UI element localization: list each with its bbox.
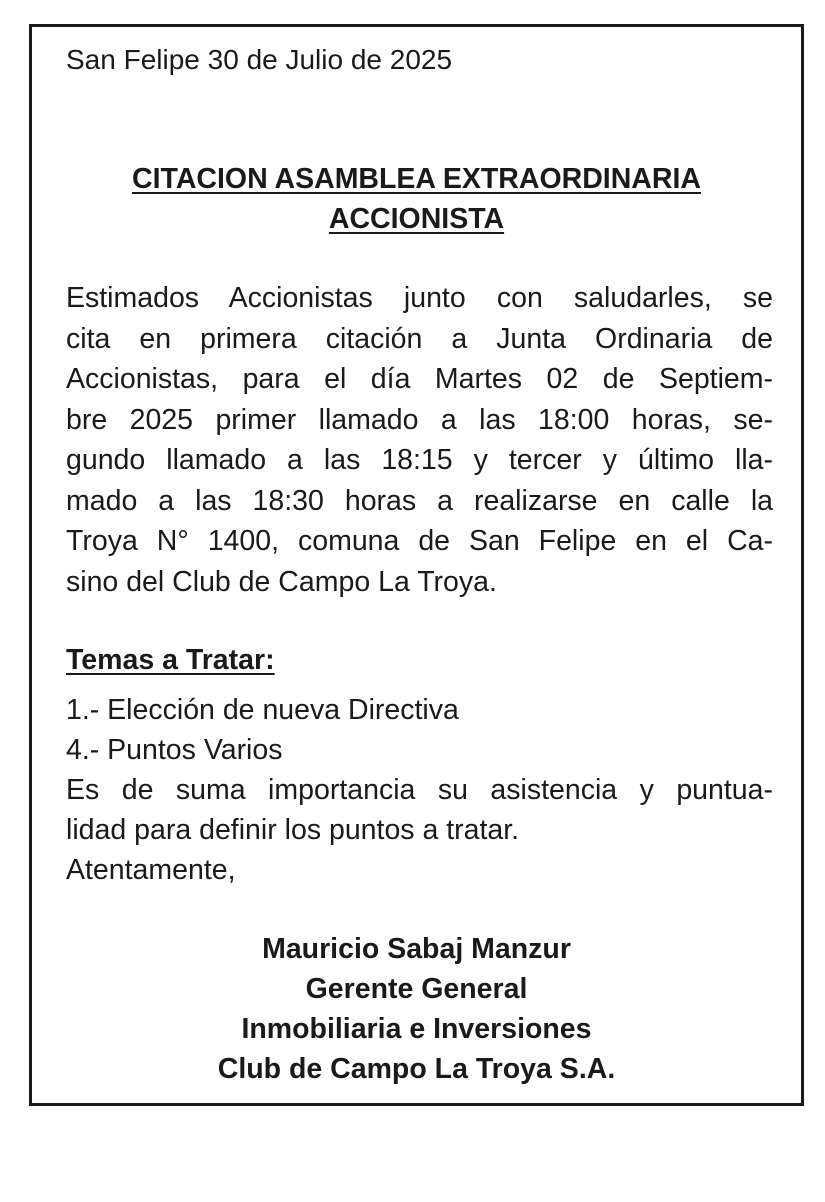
- topic-item: 1.- Elección de nueva Directiva: [66, 694, 459, 726]
- notice-title: [32, 159, 801, 239]
- signature-company: Inmobiliaria e Inversiones: [241, 1013, 592, 1045]
- body-line: Accionistas, para el día Martes 02 de Septiem-: [66, 363, 773, 395]
- signature-block: [32, 929, 801, 1089]
- body-line: sino del Club de Campo La Troya.: [66, 565, 497, 598]
- notice-frame: [29, 24, 804, 1106]
- body-paragraph: [66, 278, 773, 602]
- title-line-2-text: ACCIONISTA: [328, 203, 505, 235]
- closing-line: Atentamente,: [66, 854, 236, 886]
- body-line: Estimados Accionistas junto con saludarles, se: [66, 282, 773, 314]
- topic-item: 4.- Puntos Varios: [66, 734, 283, 766]
- signature-role: Gerente General: [305, 973, 528, 1005]
- body-line: cita en primera citación a Junta Ordinaria de: [66, 322, 773, 355]
- signature-name: Mauricio Sabaj Manzur: [262, 933, 571, 965]
- title-line-1: [32, 159, 801, 199]
- topics-heading: [66, 640, 275, 680]
- signature-company: Club de Campo La Troya S.A.: [217, 1053, 616, 1085]
- topics-list: [66, 690, 773, 890]
- title-line-2: [32, 199, 801, 239]
- date-line: San Felipe 30 de Julio de 2025: [66, 44, 453, 75]
- title-line-1-text: CITACION ASAMBLEA EXTRAORDINARIA: [132, 163, 701, 195]
- body-line: gundo llamado a las 18:15 y tercer y último lla-: [66, 444, 773, 476]
- body-line: bre 2025 primer llamado a las 18:00 horas, se-: [66, 403, 773, 436]
- closing-line: Es de suma importancia su asistencia y puntua-: [66, 774, 773, 806]
- topics-heading-text: Temas a Tratar:: [66, 644, 275, 676]
- body-line: mado a las 18:30 horas a realizarse en calle la: [66, 484, 773, 517]
- closing-line: lidad para definir los puntos a tratar.: [66, 814, 520, 846]
- body-line: Troya N° 1400, comuna de San Felipe en el Ca-: [66, 525, 773, 557]
